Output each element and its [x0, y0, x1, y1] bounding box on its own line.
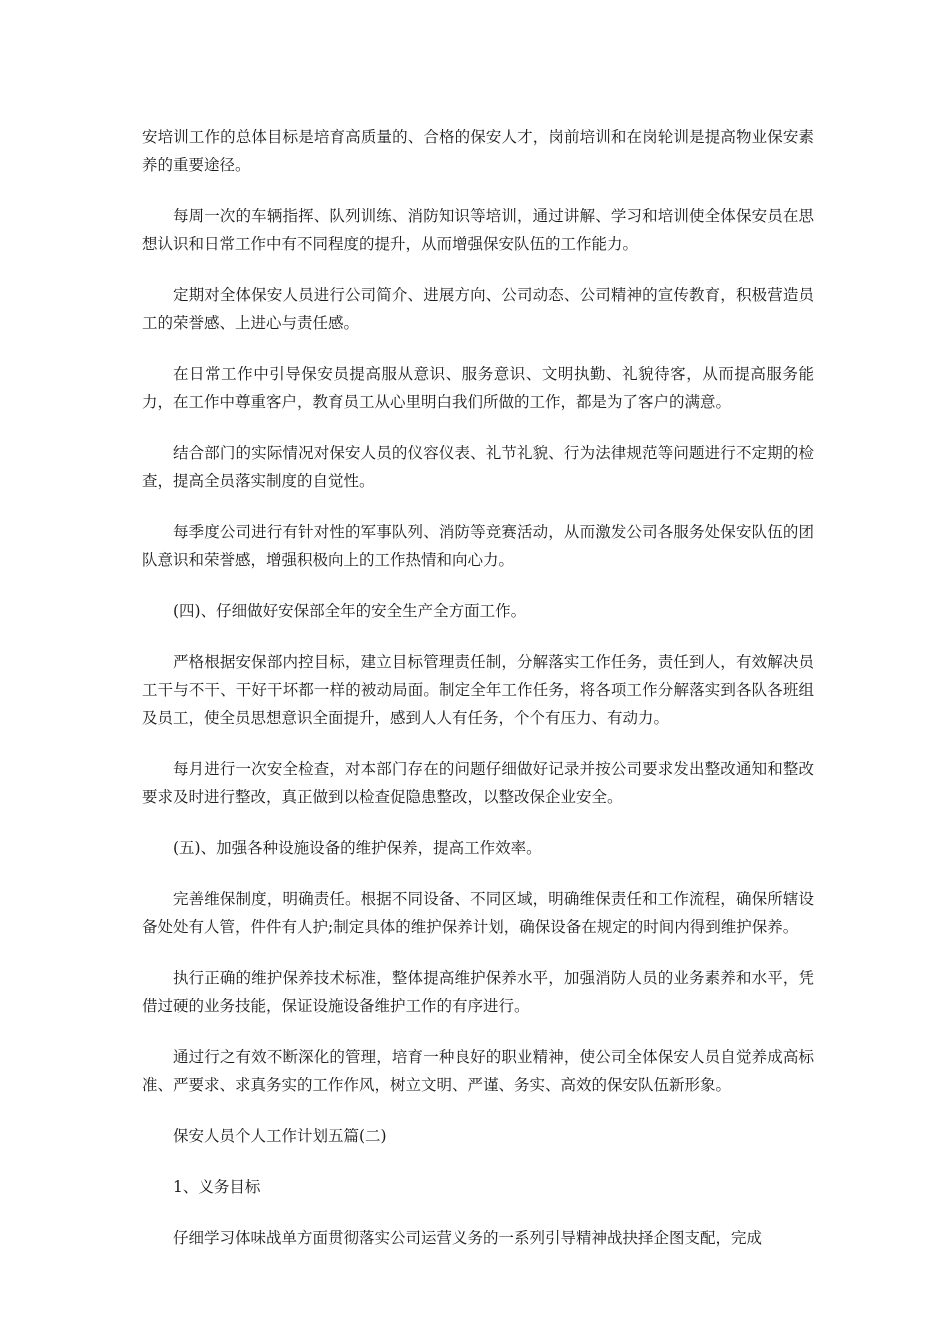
paragraph-company-education: 定期对全体保安人员进行公司简介、进展方向、公司动态、公司精神的宣传教育，积极营造员工的荣誉感、上进心与责任感。	[142, 286, 814, 332]
paragraph-irregular-inspection: 结合部门的实际情况对保安人员的仪容仪表、礼节礼貌、行为法律规范等问题进行不定期的检查，提高全员落实制度的自觉性。	[142, 444, 814, 490]
paragraph-target-responsibility: 严格根据安保部内控目标，建立目标管理责任制，分解落实工作任务，责任到人，有效解决员工干与不干、干好干坏都一样的被动局面。制定全年工作任务，将各项工作分解落实到各队各班组及员工，使全员思想意识全面提升，感到人人有任务，个个有压力、有动力。	[142, 653, 814, 727]
paragraph-study-guidance: 仔细学习体味战单方面贯彻落实公司运营义务的一系列引导精神战抉择企图支配，完成	[173, 1229, 763, 1247]
paragraph-quarterly-competition: 每季度公司进行有针对性的军事队列、消防等竞赛活动，从而激发公司各服务处保安队伍的团队意识和荣誉感，增强积极向上的工作热情和向心力。	[142, 523, 814, 569]
section-heading-duty-goal: 1、义务目标	[173, 1178, 261, 1196]
paragraph-training-goal: 安培训工作的总体目标是培育高质量的、合格的保安人才，岗前培训和在岗轮训是提高物业保安素养的重要途径。	[142, 128, 814, 174]
section-heading-four: (四)、仔细做好安保部全年的安全生产全方面工作。	[173, 602, 527, 620]
paragraph-monthly-inspection: 每月进行一次安全检查，对本部门存在的问题仔细做好记录并按公司要求发出整改通知和整改要求及时进行整改，真正做到以检查促隐患整改，以整改保企业安全。	[142, 760, 814, 806]
section-heading-five: (五)、加强各种设施设备的维护保养，提高工作效率。	[173, 839, 542, 857]
paragraph-weekly-training: 每周一次的车辆指挥、队列训练、消防知识等培训，通过讲解、学习和培训使全体保安员在思想认识和日常工作中有不同程度的提升，从而增强保安队伍的工作能力。	[142, 207, 814, 253]
article-title-part-two: 保安人员个人工作计划五篇(二)	[173, 1127, 387, 1145]
paragraph-service-awareness: 在日常工作中引导保安员提高服从意识、服务意识、文明执勤、礼貌待客，从而提高服务能力，在工作中尊重客户，教育员工从心里明白我们所做的工作，都是为了客户的满意。	[142, 365, 814, 411]
paragraph-maintenance-standards: 执行正确的维护保养技术标准，整体提高维护保养水平，加强消防人员的业务素养和水平，凭借过硬的业务技能，保证设施设备维护工作的有序进行。	[142, 969, 814, 1015]
document-page	[142, 123, 814, 1275]
paragraph-professional-spirit: 通过行之有效不断深化的管理，培育一种良好的职业精神，使公司全体保安人员自觉养成高标准、严要求、求真务实的工作作风，树立文明、严谨、务实、高效的保安队伍新形象。	[142, 1048, 814, 1094]
paragraph-maintenance-system: 完善维保制度，明确责任。根据不同设备、不同区域，明确维保责任和工作流程，确保所辖设备处处有人管，件件有人护;制定具体的维护保养计划，确保设备在规定的时间内得到维护保养。	[142, 890, 814, 936]
